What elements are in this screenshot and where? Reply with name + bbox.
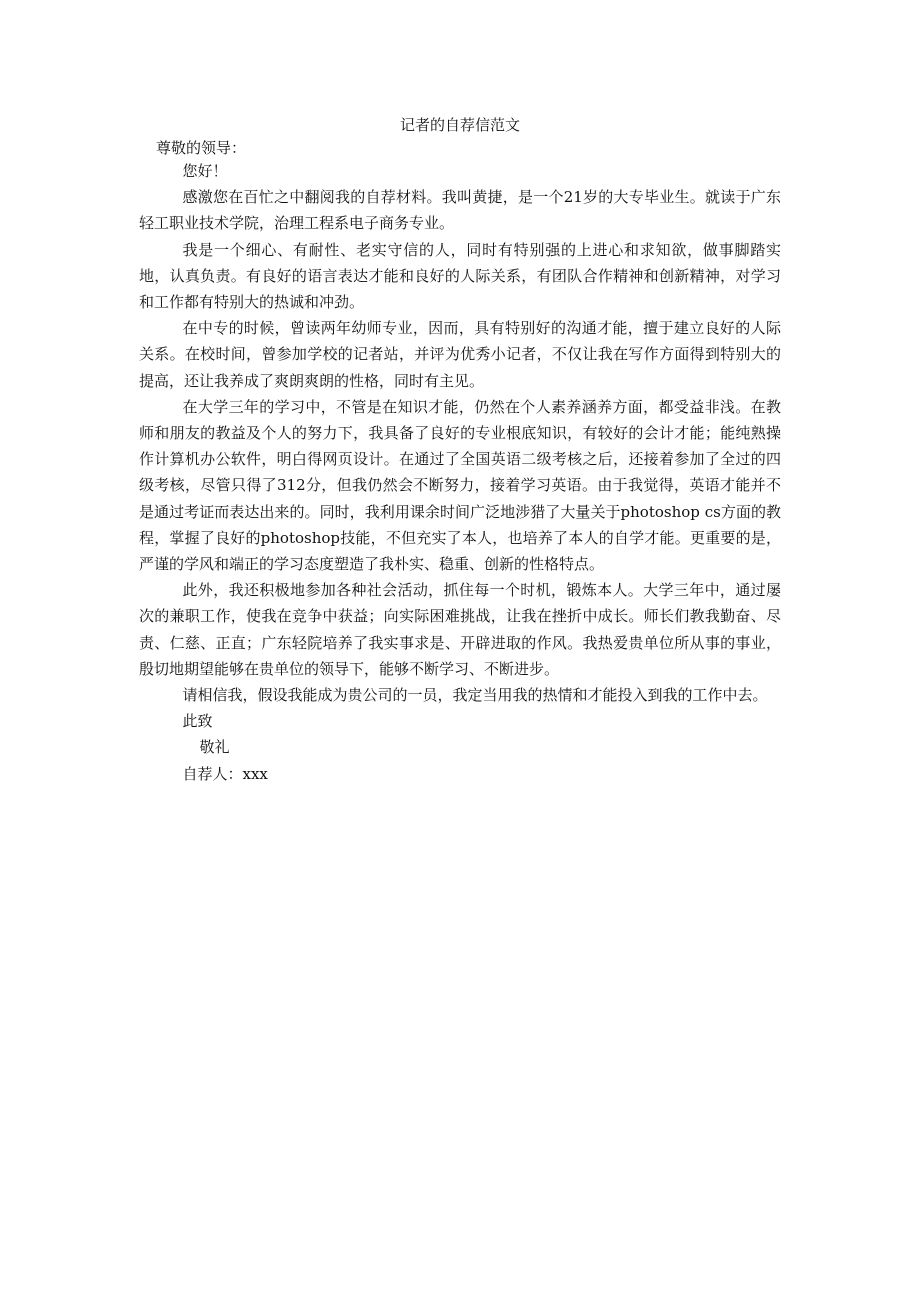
paragraph-activities: 此外，我还积极地参加各种社会活动，抓住每一个时机，锻炼本人。大学三年中，通过屡次的兼职工作，使我在竞争中获益；向实际困难挑战，让我在挫折中成长。师长们教我勤奋、尽责、仁慈、正直；广东轻院培养了我实事求是、开辟进取的作风。我热爱贵单位所从事的事业，殷切地期望能够在贵单位的领导下，能够不断学习、不断进步。: [139, 581, 781, 678]
closing-line-2: 敬礼: [199, 738, 230, 757]
paragraph-university: 在大学三年的学习中，不管是在知识才能，仍然在个人素养涵养方面，都受益非浅。在教师和朋友的教益及个人的努力下，我具备了良好的专业根底知识，有较好的会计才能；能纯熟操作计算机办公软件，明白得网页设计。在通过了全国英语二级考核之后，还接着参加了全过的四级考核，尽管只得了312分，但我仍然会不断努力，接着学习英语。由于我觉得，英语才能并不是通过考证而表达出来的。同时，我利用课余时间广泛地涉猎了大量关于photoshop cs方面的教程，掌握了良好的photoshop技能，不但充实了本人，也培养了本人的自学才能。更重要的是，严谨的学风和端正的学习态度塑造了我朴实、稳重、创新的性格特点。: [139, 397, 781, 574]
document-title: 记者的自荐信范文: [399, 116, 520, 134]
signature: 自荐人：xxx: [182, 764, 268, 783]
greeting: 您好！: [182, 162, 228, 180]
closing-line-1: 此致: [182, 712, 213, 731]
letter-body: [139, 158, 781, 787]
paragraph-vocational-school: 在中专的时候，曾读两年幼师专业，因而，具有特别好的沟通才能，擅于建立良好的人际关系。在校时间，曾参加学校的记者站，并评为优秀小记者，不仅让我在写作方面得到特别大的提高，还让我养成了爽朗爽朗的性格，同时有主见。: [139, 319, 781, 390]
paragraph-personality: 我是一个细心、有耐性、老实守信的人，同时有特别强的上进心和求知欲，做事脚踏实地，认真负责。有良好的语言表达才能和良好的人际关系，有团队合作精神和创新精神，对学习和工作都有特别大的热诚和冲劲。: [139, 240, 781, 312]
salutation: 尊敬的领导：: [156, 139, 247, 157]
paragraph-intro: 感激您在百忙之中翻阅我的自荐材料。我叫黄捷，是一个21岁的大专毕业生。就读于广东轻工职业技术学院，治理工程系电子商务专业。: [139, 188, 781, 233]
paragraph-conclusion: 请相信我，假设我能成为贵公司的一员，我定当用我的热情和才能投入到我的工作中去。: [182, 686, 768, 705]
